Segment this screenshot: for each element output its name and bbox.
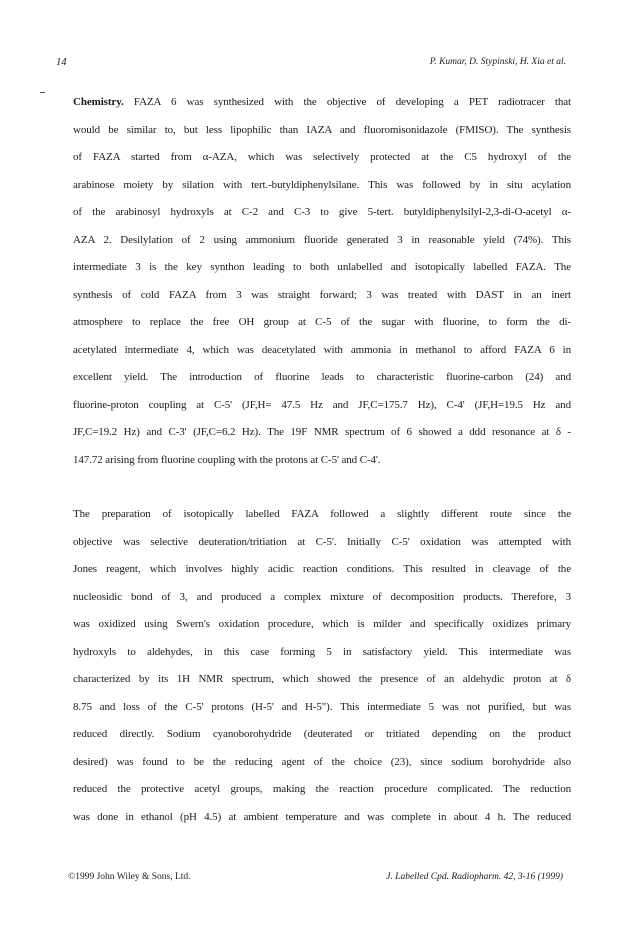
paragraph-chemistry	[73, 94, 571, 479]
text-line: would be similar to, but less lipophilic than IAZA and fluoromisonidazole (FMISO). The synthesis	[73, 123, 571, 136]
text-line: was oxidized using Swern's oxidation procedure, which is milder and specifically oxidizes primary	[73, 618, 571, 630]
text-line: JF,C=19.2 Hz) and C-3' (JF,C=6.2 Hz). The 19F NMR spectrum of 6 showed a ddd resonance at δ -	[73, 426, 571, 438]
text-line: desired) was found to be the reducing agent of the choice (23), since sodium borohydride also	[73, 755, 571, 768]
text-line: excellent yield. The introduction of fluorine leads to characteristic fluorine-carbon (24) and	[73, 371, 571, 383]
footer-copyright: ©1999 John Wiley & Sons, Ltd.	[68, 872, 191, 882]
text-line: The preparation of isotopically labelled FAZA followed a slightly different route since the	[73, 508, 571, 520]
text-line: Jones reagent, which involves highly acidic reaction conditions. This resulted in cleavage of the	[73, 563, 571, 575]
text-line: atmosphere to replace the free OH group at C-5 of the sugar with fluorine, to form the di-	[73, 316, 571, 328]
paragraph-labelled-faza	[73, 506, 571, 836]
text-line: synthesis of cold FAZA from 3 was straight forward; 3 was treated with DAST in an inert	[73, 288, 571, 301]
text-line: intermediate 3 is the key synthon leading to both unlabelled and isotopically labelled FAZA. The	[73, 261, 571, 273]
text-line: characterized by its 1H NMR spectrum, which showed the presence of an aldehydic proton at δ	[73, 673, 571, 685]
text-line: 8.75 and loss of the C-5' protons (H-5' and H-5"). This intermediate 5 was not purified, but was	[73, 700, 571, 713]
text-line: reduced directly. Sodium cyanoborohydride (deuterated or tritiated depending on the product	[73, 728, 571, 740]
text-line: 147.72 arising from fluorine coupling with the protons at C-5' and C-4'.	[73, 453, 381, 466]
text-line: objective was selective deuteration/tritiation at C-5'. Initially C-5' oxidation was attempted with	[73, 535, 571, 548]
text-line: of FAZA started from α-AZA, which was selectively protected at the C5 hydroxyl of the	[73, 151, 571, 163]
paragraph-gap	[73, 479, 571, 506]
text-line: arabinose moiety by silation with tert.-butyldiphenylsilane. This was followed by in situ acylation	[73, 178, 571, 191]
text-line: was done in ethanol (pH 4.5) at ambient temperature and was complete in about 4 h. The reduced	[73, 810, 571, 823]
text-line: fluorine-proton coupling at C-5' (JF,H= 47.5 Hz and JF,C=175.7 Hz), C-4' (JF,H=19.5 Hz and	[73, 398, 571, 411]
text-line: hydroxyls to aldehydes, in this case forming 5 in satisfactory yield. This intermediate was	[73, 645, 571, 658]
text-line: Chemistry. FAZA 6 was synthesized with the objective of developing a PET radiotracer that	[73, 96, 571, 108]
page-number: 14	[56, 57, 67, 68]
section-heading: Chemistry.	[73, 96, 124, 108]
text-line: nucleosidic bond of 3, and produced a complex mixture of decomposition products. Therefore, 3	[73, 590, 571, 603]
running-head: P. Kumar, D. Stypinski, H. Xia et al.	[429, 57, 566, 67]
text-line: acetylated intermediate 4, which was deacetylated with ammonia in methanol to afford FAZA 6 in	[73, 343, 571, 356]
text-line: AZA 2. Desilylation of 2 using ammonium fluoride generated 3 in reasonable yield (74%). This	[73, 233, 571, 246]
body-text	[73, 94, 571, 836]
text-line: reduced the protective acetyl groups, making the reaction procedure complicated. The reduction	[73, 783, 571, 795]
text-line: of the arabinosyl hydroxyls at C-2 and C-3 to give 5-tert. butyldiphenylsilyl-2,3-di-O-acetyl α-	[73, 206, 571, 218]
margin-mark	[40, 92, 45, 93]
footer-citation: J. Labelled Cpd. Radiopharm. 42, 3-16 (1999)	[386, 872, 563, 882]
